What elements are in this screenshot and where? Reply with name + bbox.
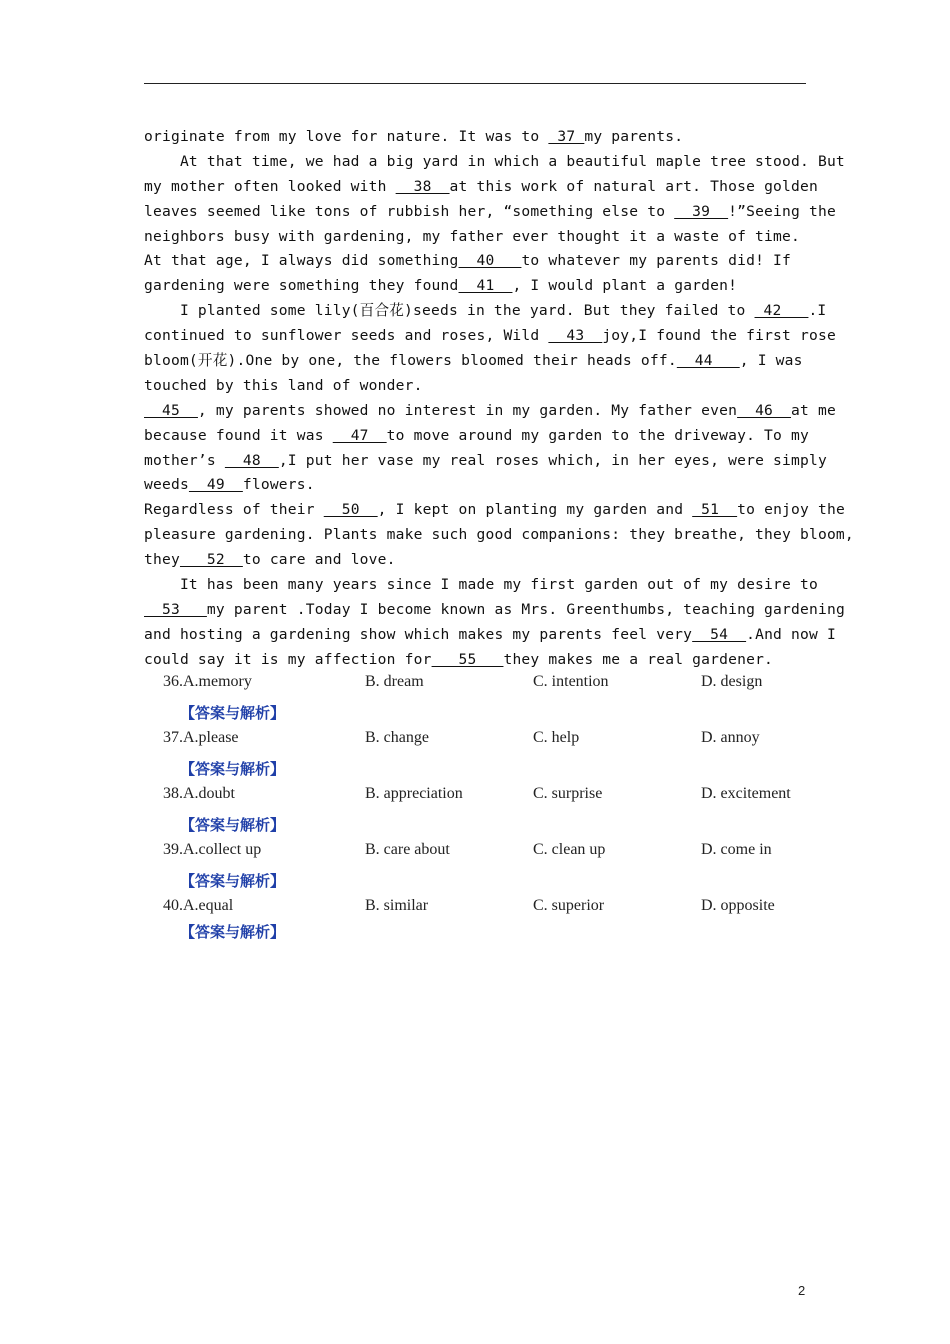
passage-line bbox=[144, 374, 806, 399]
passage-text: At that time, we had a big yard in which a beautiful maple tree stood. But bbox=[144, 152, 845, 170]
answer-blank: 53 bbox=[144, 600, 207, 618]
passage-text: they makes me a real gardener. bbox=[503, 650, 774, 668]
passage-line bbox=[144, 573, 818, 598]
answer-blank: 45 bbox=[144, 401, 198, 419]
answer-explanation-label: 【答案与解析】 bbox=[180, 816, 286, 834]
passage-text: to whatever my parents did! If bbox=[521, 252, 792, 270]
passage-text: flowers. bbox=[242, 476, 315, 494]
passage-text: At that age, I always did something bbox=[144, 252, 459, 270]
passage-line bbox=[144, 249, 806, 274]
passage-text: originate from my love for nature. It was to bbox=[144, 128, 549, 145]
answer-blank: 47 bbox=[332, 426, 387, 444]
answer-blank: 37 bbox=[548, 128, 585, 145]
answer-blank: 52 bbox=[179, 551, 243, 569]
answer-blank: 42 bbox=[754, 302, 809, 320]
cloze-passage bbox=[144, 125, 854, 673]
passage-line bbox=[144, 648, 806, 673]
passage-text: weeds bbox=[144, 476, 189, 494]
passage-text: leaves seemed like tons of rubbish her, “something else to bbox=[144, 202, 675, 220]
passage-text: , I would plant a garden! bbox=[512, 277, 738, 295]
answer-explanation-label: 【答案与解析】 bbox=[180, 923, 286, 941]
passage-text: , I was bbox=[739, 352, 803, 370]
answer-blank: 39 bbox=[674, 202, 729, 220]
passage-text: and hosting a gardening show which makes my parents feel very bbox=[144, 625, 693, 643]
passage-text: , my parents showed no interest in my garden. My father even bbox=[197, 401, 738, 419]
question-row bbox=[163, 673, 823, 729]
option-b: B. change bbox=[365, 729, 429, 746]
question-row bbox=[163, 729, 823, 785]
answer-blank: 50 bbox=[323, 501, 378, 519]
passage-text: I planted some lily(百合花)seeds in the yard. But they failed to bbox=[144, 302, 755, 320]
passage-line bbox=[144, 125, 806, 150]
passage-text: to move around my garden to the driveway. To my bbox=[386, 426, 809, 444]
answer-blank: 55 bbox=[431, 650, 504, 668]
passage-line bbox=[144, 498, 845, 523]
passage-text: , I kept on planting my garden and bbox=[377, 501, 693, 519]
option-a: 39.A.collect up bbox=[163, 841, 262, 858]
passage-text: to enjoy the bbox=[737, 501, 845, 519]
passage-text: joy,I found the first rose bbox=[602, 327, 836, 345]
option-b: B. dream bbox=[365, 673, 424, 690]
page-number: 2 bbox=[798, 1283, 806, 1298]
passage-text: pleasure gardening. Plants make such good companions: they breathe, they bloom, bbox=[144, 526, 854, 544]
passage-text: could say it is my affection for bbox=[144, 650, 432, 668]
option-d: D. annoy bbox=[701, 729, 760, 746]
passage-line bbox=[144, 349, 806, 374]
passage-text: gardening were something they found bbox=[144, 277, 459, 295]
passage-line bbox=[144, 299, 827, 324]
answer-blank: 46 bbox=[737, 401, 792, 419]
option-a: 38.A.doubt bbox=[163, 785, 235, 802]
passage-text: ,I put her vase my real roses which, in her eyes, were simply bbox=[278, 451, 827, 469]
passage-line bbox=[144, 274, 806, 299]
passage-text: they bbox=[144, 551, 180, 569]
option-a: 40.A.equal bbox=[163, 897, 234, 914]
passage-line bbox=[144, 473, 806, 498]
question-row bbox=[163, 897, 823, 949]
passage-line bbox=[144, 449, 827, 474]
option-d: D. design bbox=[701, 673, 763, 690]
option-c: C. intention bbox=[533, 673, 609, 690]
answer-blank: 43 bbox=[548, 327, 603, 345]
passage-text: continued to sunflower seeds and roses, Wild bbox=[144, 327, 549, 345]
passage-line bbox=[144, 523, 854, 548]
option-c: C. clean up bbox=[533, 841, 606, 858]
passage-text: my parents. bbox=[584, 128, 684, 145]
option-c: C. help bbox=[533, 729, 580, 746]
answer-blank: 54 bbox=[692, 625, 747, 643]
passage-text: bloom(开花).One by one, the flowers bloomed their heads off. bbox=[144, 352, 677, 370]
answer-explanation-label: 【答案与解析】 bbox=[180, 872, 286, 890]
question-row bbox=[163, 841, 823, 897]
passage-line bbox=[144, 399, 836, 424]
passage-text: It has been many years since I made my first garden out of my desire to bbox=[144, 576, 818, 594]
option-a: 37.A.please bbox=[163, 729, 239, 746]
passage-text: my parent .Today I become known as Mrs. Greenthumbs, teaching gardening bbox=[206, 600, 845, 618]
passage-text: mother’s bbox=[144, 451, 225, 469]
question-list bbox=[163, 673, 823, 949]
passage-text: touched by this land of wonder. bbox=[144, 376, 423, 394]
passage-line bbox=[144, 175, 818, 200]
passage-line bbox=[144, 225, 806, 250]
passage-text: at this work of natural art. Those golden bbox=[449, 177, 818, 195]
option-b: B. care about bbox=[365, 841, 450, 858]
header-rule bbox=[144, 83, 806, 84]
option-d: D. come in bbox=[701, 841, 772, 858]
answer-blank: 40 bbox=[458, 252, 522, 270]
passage-text: !”Seeing the bbox=[728, 202, 836, 220]
option-c: C. superior bbox=[533, 897, 605, 914]
option-d: D. excitement bbox=[701, 785, 791, 802]
passage-text: neighbors busy with gardening, my father ever thought it a waste of time. bbox=[144, 227, 800, 245]
option-b: B. similar bbox=[365, 897, 429, 914]
option-a: 36.A.memory bbox=[163, 673, 252, 690]
answer-explanation-label: 【答案与解析】 bbox=[180, 760, 286, 778]
passage-text: .I bbox=[808, 302, 827, 320]
answer-explanation-label: 【答案与解析】 bbox=[180, 704, 286, 722]
option-c: C. surprise bbox=[533, 785, 603, 802]
answer-blank: 49 bbox=[188, 476, 243, 494]
passage-text: because found it was bbox=[144, 426, 333, 444]
passage-line bbox=[144, 150, 845, 175]
passage-line bbox=[144, 324, 836, 349]
passage-text: at me bbox=[791, 401, 836, 419]
passage-text: my mother often looked with bbox=[144, 177, 396, 195]
passage-line bbox=[144, 200, 836, 225]
answer-blank: 51 bbox=[692, 501, 738, 519]
option-d: D. opposite bbox=[701, 897, 775, 914]
passage-text: Regardless of their bbox=[144, 501, 324, 519]
answer-blank: 44 bbox=[676, 352, 740, 370]
passage-line bbox=[144, 598, 845, 623]
answer-blank: 38 bbox=[395, 177, 450, 195]
answer-blank: 41 bbox=[458, 277, 513, 295]
passage-text: to care and love. bbox=[242, 551, 396, 569]
question-row bbox=[163, 785, 823, 841]
passage-line bbox=[144, 623, 836, 648]
passage-text: .And now I bbox=[746, 625, 836, 643]
option-b: B. appreciation bbox=[365, 785, 463, 802]
passage-line bbox=[144, 424, 809, 449]
answer-blank: 48 bbox=[224, 451, 279, 469]
passage-line bbox=[144, 548, 806, 573]
